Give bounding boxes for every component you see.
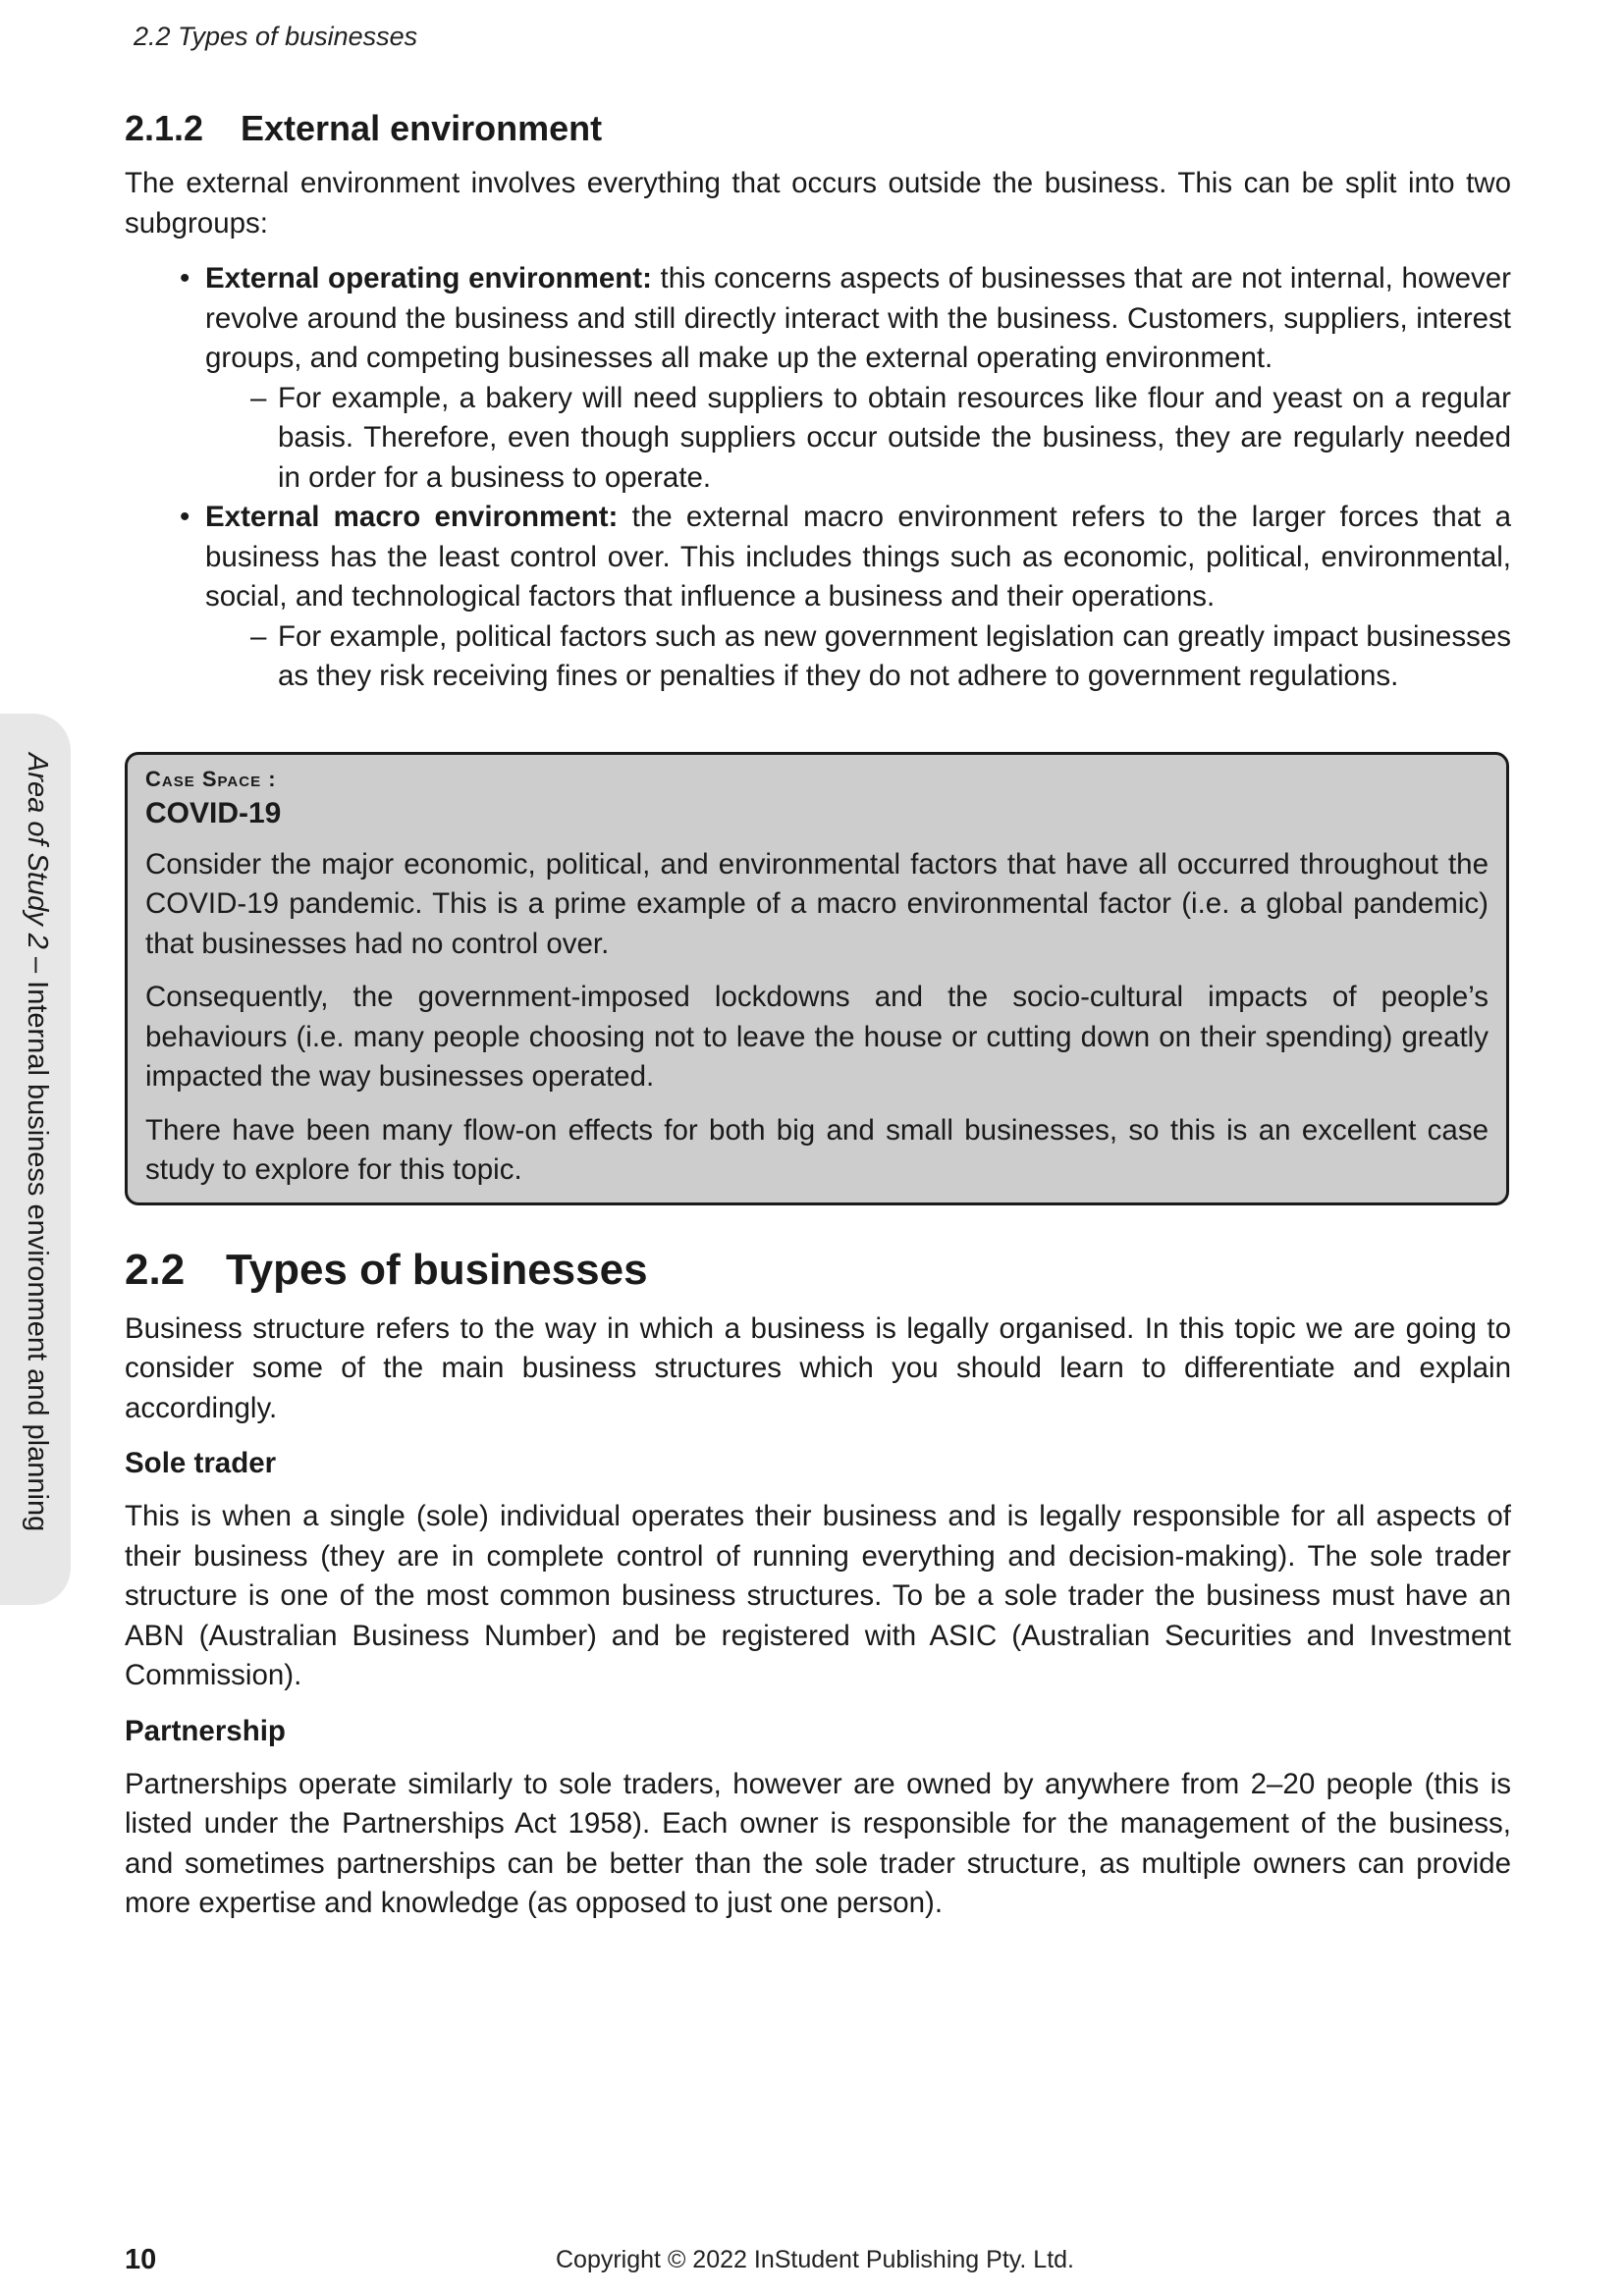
sole-trader-heading: Sole trader (125, 1447, 277, 1479)
case-paragraph: Consequently, the government-imposed lockdowns and the socio-cultural impacts of people’s behaviours (i.e. many people choosing not to leave the house or cutting down on their spending) greatly impacted the way businesses operated. (145, 981, 1489, 1093)
section-title: Types of businesses (226, 1245, 648, 1294)
page-content (125, 103, 1511, 1940)
section-intro: Business structure refers to the way in which a business is legally organised. In this topic we are going to consider some of the main business structures which you should learn to differentiate and explain accordingly. (125, 1311, 1511, 1424)
example-list (205, 379, 1511, 499)
list-item (180, 498, 1511, 697)
case-space-label: Case Space : (145, 766, 277, 791)
case-paragraph: Consider the major economic, political, and environmental factors that have all occurred throughout the COVID-19 pandemic. This is a prime example of a macro environmental factor (i.e. a global pandemic) that businesses had no control over. (145, 847, 1489, 960)
bullet-text: the external macro environment refers to the larger forces that a business has the least control over. This includes things such as economic, political, environmental, social, and technological factors that influence a business and their operations. (205, 501, 1511, 613)
side-tab-label (21, 753, 53, 1568)
section-title: External environment (241, 108, 603, 148)
side-tab-area: Area of Study 2 (22, 753, 53, 949)
partnership-text: Partnerships operate similarly to sole traders, however are owned by anywhere from 2–20 people (this is listed under the Partnerships Act 1958). Each owner is responsible for the management of the business, and sometimes partnerships can be better than the sole trader structure, as multiple owners can provide more expertise and knowledge (as opposed to just one person). (125, 1767, 1511, 1919)
section-heading-types-of-businesses (125, 1241, 1511, 1300)
environment-list (125, 259, 1511, 697)
sole-trader-text: This is when a single (sole) individual operates their business and is legally responsible for all aspects of their business (they are in complete control of running everything and decision-making). The sole trader structure is one of the most common business structures. To be a sole trader the business must have an ABN (Australian Business Number) and be registered with ASIC (Australian Securities and Investment Commission). (125, 1500, 1511, 1691)
section-number: 2.2 (125, 1245, 186, 1294)
case-paragraph: There have been many flow-on effects for both big and small businesses, so this is an excellent case study to explore for this topic. (145, 1113, 1489, 1186)
case-space-box (125, 752, 1509, 1205)
example-list (205, 617, 1511, 697)
list-item (180, 259, 1511, 498)
page-number: 10 (125, 2244, 157, 2275)
bullet-term: External operating environment: (205, 262, 652, 294)
copyright-notice: Copyright © 2022 InStudent Publishing Pty. Ltd. (556, 2246, 1075, 2273)
example-item: – For example, a bakery will need suppliers to obtain resources like flour and yeast on a regular basis. Therefore, even though suppliers occur outside the business, they are regularly needed in order for a business to operate. (250, 379, 1511, 499)
side-tab-separator: – (22, 948, 53, 982)
partnership-heading: Partnership (125, 1714, 286, 1747)
running-header: 2.2 Types of businesses (134, 22, 418, 51)
section-intro: The external environment involves everything that occurs outside the business. This can be split into two subgroups: (125, 167, 1511, 240)
side-tab-topic: Internal business environment and planning (22, 981, 53, 1532)
bullet-text: this concerns aspects of businesses that are not internal, however revolve around the business and still directly interact with the business. Customers, suppliers, interest groups, and competing businesses all make up the external operating environment. (205, 262, 1511, 374)
section-number: 2.1.2 (125, 108, 204, 148)
bullet-term: External macro environment: (205, 501, 619, 533)
case-space-title: COVID-19 (145, 796, 282, 829)
section-heading-external-environment (125, 103, 1511, 154)
example-item: – For example, political factors such as new government legislation can greatly impact businesses as they risk receiving fines or penalties if they do not adhere to government regulations. (250, 617, 1511, 697)
